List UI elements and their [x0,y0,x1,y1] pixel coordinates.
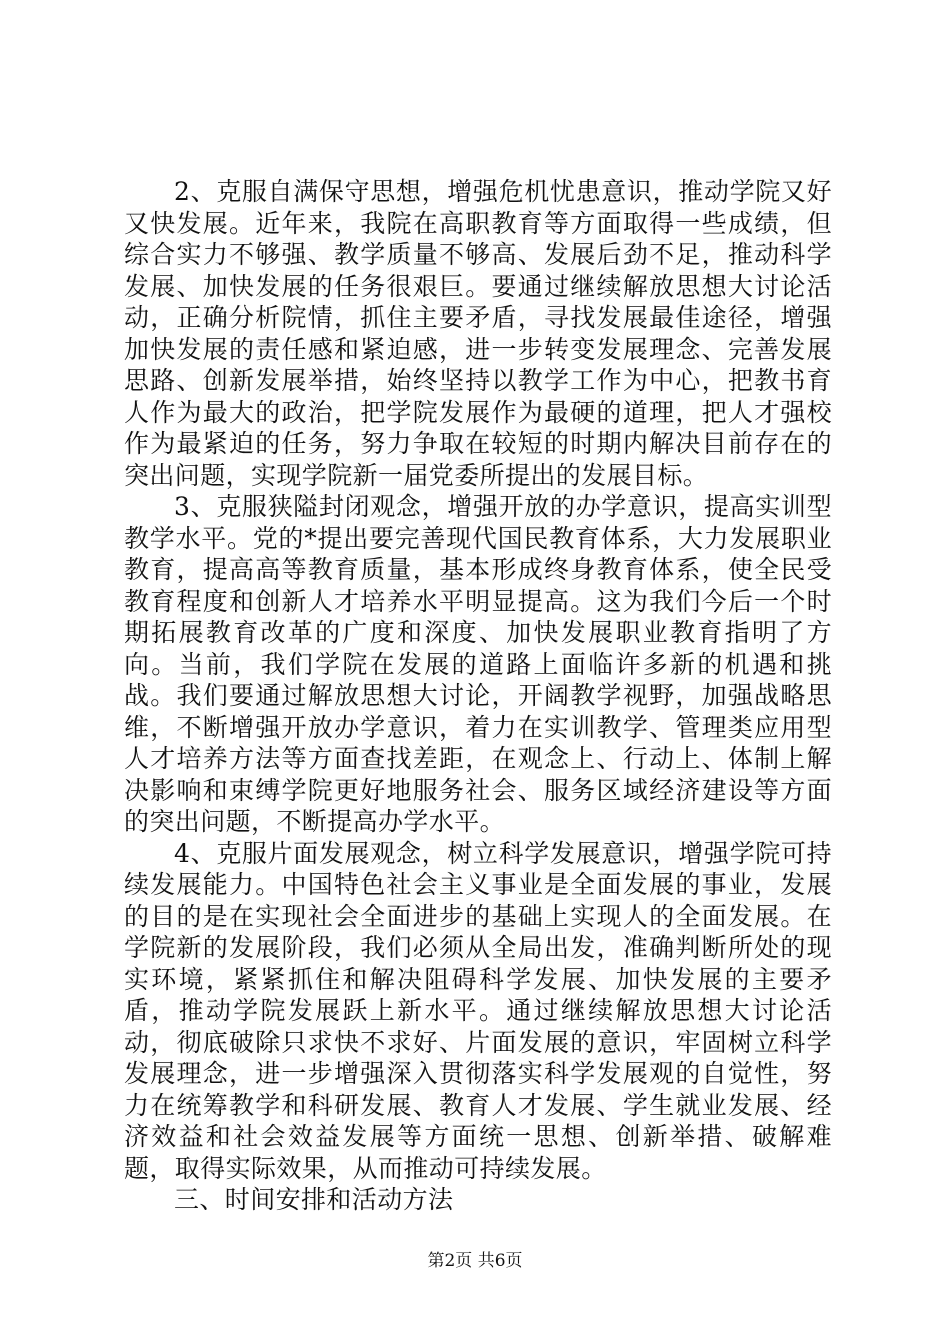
page-number-footer: 第2页 共6页 [427,1251,523,1271]
section-heading: 三、时间安排和活动方法 [174,1185,454,1214]
document-body [124,176,832,1216]
paragraph-item-4: 4、克服片面发展观念，树立科学发展意识，增强学院可持续发展能力。中国特色社会主义事业是全面发展的事业，发展的目的是在实现社会全面进步的基础上实现人的全面发展。在学院新的发展阶段，我们必须从全局出发，准确判断所处的现实环境，紧紧抓住和解决阻碍科学发展、加快发展的主要矛盾，推动学院发展跃上新水平。通过继续解放思想大讨论活动，彻底破除只求快不求好、片面发展的意识，牢固树立科学发展理念，进一步增强深入贯彻落实科学发展观的自觉性，努力在统筹教学和科研发展、教育人才发展、学生就业发展、经济效益和社会效益发展等方面统一思想、创新举措、破解难题，取得实际效果，从而推动可持续发展。 [124,838,832,1183]
paragraph-item-3: 3、克服狭隘封闭观念，增强开放的办学意识，提高实训型教学水平。党的*提出要完善现代国民教育体系，大力发展职业教育，提高高等教育质量，基本形成终身教育体系，使全民受教育程度和创新人才培养水平明显提高。这为我们今后一个时期拓展教育改革的广度和深度、加快发展职业教育指明了方向。当前，我们学院在发展的道路上面临许多新的机遇和挑战。我们要通过解放思想大讨论，开阔教学视野，加强战略思维，不断增强开放办学意识，着力在实训教学、管理类应用型人才培养方法等方面查找差距，在观念上、行动上、体制上解决影响和束缚学院更好地服务社会、服务区域经济建设等方面的突出问题，不断提高办学水平。 [124,492,832,836]
paragraph-item-2: 2、克服自满保守思想，增强危机忧患意识，推动学院又好又快发展。近年来，我院在高职教育等方面取得一些成绩，但综合实力不够强、教学质量不够高、发展后劲不足，推动科学发展、加快发展的任务很艰巨。要通过继续解放思想大讨论活动，正确分析院情，抓住主要矛盾，寻找发展最佳途径，增强加快发展的责任感和紧迫感，进一步转变发展理念、完善发展思路、创新发展举措，始终坚持以教学工作为中心，把教书育人作为最大的政治，把学院发展作为最硬的道理，把人才强校作为最紧迫的任务，努力争取在较短的时期内解决目前存在的突出问题，实现学院新一届党委所提出的发展目标。 [124,177,832,490]
